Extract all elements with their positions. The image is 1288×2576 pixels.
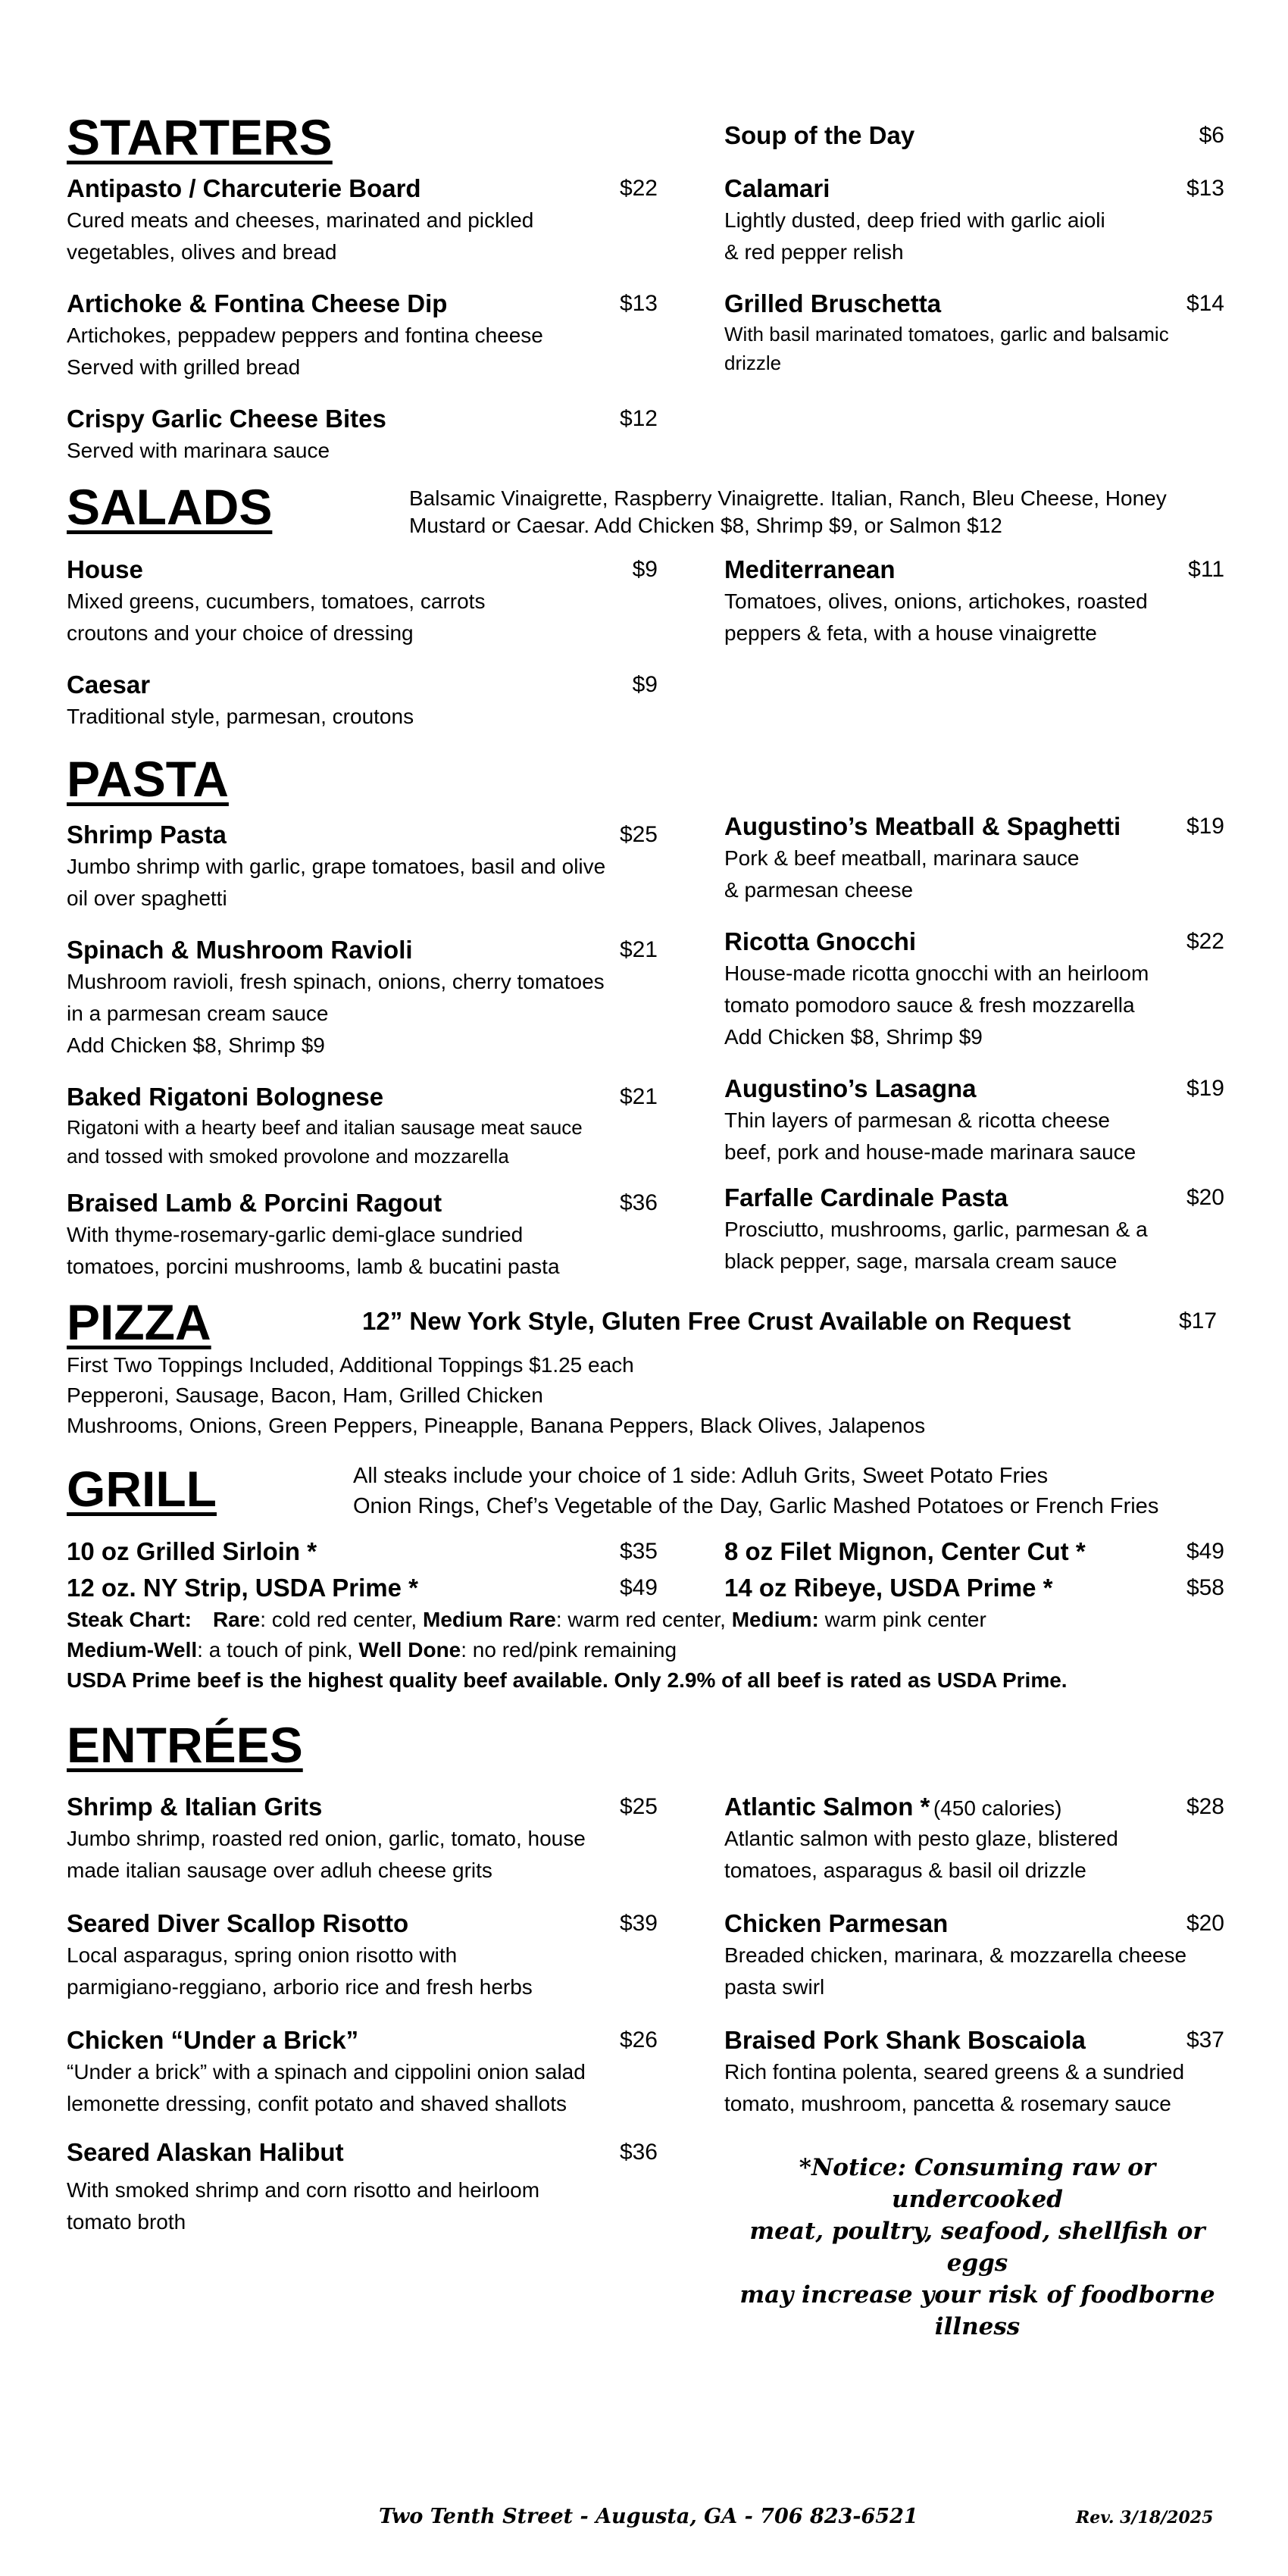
menu-item	[67, 2024, 670, 2120]
item-price: $39	[619, 1911, 658, 1936]
item-price: $36	[619, 2140, 658, 2165]
item-desc: Jumbo shrimp with garlic, grape tomatoes, basil and olive	[67, 855, 606, 878]
pasta-right-column	[724, 811, 1224, 1297]
item-desc: Rich fontina polenta, seared greens & a sundried	[724, 2060, 1185, 2084]
item-price: $13	[1186, 176, 1224, 201]
item-desc: tomatoes, porcini mushrooms, lamb & bucatini pasta	[67, 1255, 560, 1278]
item-desc: Atlantic salmon with pesto glaze, blistered	[724, 1827, 1118, 1850]
item-desc: vegetables, olives and bread	[67, 240, 337, 264]
note-line: Mustard or Caesar. Add Chicken $8, Shrimp $9, or Salmon $12	[409, 514, 1002, 537]
item-name: Ricotta Gnocchi	[724, 927, 917, 955]
item-name: Shrimp Pasta	[67, 821, 227, 849]
item-desc: parmigiano-reggiano, arborio rice and fresh herbs	[67, 1975, 533, 1999]
medium-rare-text: : warm red center,	[555, 1608, 726, 1631]
item-desc: Lightly dusted, deep fried with garlic aioli	[724, 208, 1105, 232]
menu-item	[724, 288, 1224, 377]
item-desc: Mixed greens, cucumbers, tomatoes, carrots	[67, 589, 486, 613]
menu-item	[724, 554, 1224, 649]
item-price: $19	[1186, 1076, 1224, 1101]
item-desc: With smoked shrimp and corn risotto and heirloom	[67, 2178, 540, 2202]
item-price: $22	[619, 176, 658, 201]
item-desc: drizzle	[724, 352, 782, 374]
salads-right-column	[724, 554, 1224, 669]
item-price: $21	[619, 937, 658, 962]
rare-label: Rare	[212, 1608, 261, 1631]
item-desc: peppers & feta, with a house vinaigrette	[724, 621, 1097, 645]
item-desc: Artichokes, peppadew peppers and fontina cheese	[67, 324, 543, 347]
item-price: $22	[1186, 929, 1224, 954]
item-price: $37	[1186, 2027, 1224, 2052]
entrees-right-column	[724, 1791, 1224, 2140]
item-name: Shrimp & Italian Grits	[67, 1793, 323, 1821]
menu-item	[67, 1081, 670, 1171]
item-price: $36	[619, 1190, 658, 1215]
menu-item	[724, 1908, 1224, 2003]
item-desc: tomato broth	[67, 2210, 186, 2234]
item-price: $26	[619, 2027, 658, 2052]
menu-item	[67, 2137, 670, 2238]
salads-dressing-note	[409, 485, 1167, 539]
item-desc: Mushroom ravioli, fresh spinach, onions, cherry tomatoes	[67, 970, 605, 993]
pizza-line: First Two Toppings Included, Additional Toppings $1.25 each	[67, 1353, 634, 1377]
menu-item	[67, 173, 670, 268]
item-name: Augustino’s Lasagna	[724, 1074, 977, 1102]
item-desc: and tossed with smoked provolone and mozzarella	[67, 1145, 509, 1168]
item-name: 14 oz Ribeye, USDA Prime *	[724, 1574, 1053, 1602]
item-desc: Served with grilled bread	[67, 355, 301, 379]
item-desc: Add Chicken $8, Shrimp $9	[67, 1033, 325, 1057]
item-desc: tomato pomodoro sauce & fresh mozzarella	[724, 993, 1135, 1017]
item-price: $20	[1186, 1911, 1224, 1936]
grill-sides-note	[353, 1461, 1158, 1521]
item-desc: tomato, mushroom, pancetta & rosemary sauce	[724, 2092, 1171, 2115]
usda-note: USDA Prime beef is the highest quality beef available. Only 2.9% of all beef is rated as USDA Prime.	[67, 1668, 1068, 1692]
pizza-details	[67, 1350, 925, 1441]
item-price: $12	[619, 406, 658, 431]
item-name: 10 oz Grilled Sirloin *	[67, 1537, 317, 1565]
item-name: Farfalle Cardinale Pasta	[724, 1183, 1008, 1211]
note-line: All steaks include your choice of 1 side: Adluh Grits, Sweet Potato Fries	[353, 1464, 1049, 1488]
item-price: $14	[1186, 291, 1224, 316]
item-price: $21	[619, 1084, 658, 1109]
menu-item	[67, 403, 670, 467]
item-desc: Cured meats and cheeses, marinated and pickled	[67, 208, 534, 232]
grill-left-column	[67, 1533, 670, 1606]
medium-text: warm pink center	[818, 1608, 986, 1631]
item-desc: Served with marinara sauce	[67, 439, 330, 462]
item-price: $6	[1199, 123, 1224, 148]
medium-label: Medium:	[731, 1608, 819, 1631]
item-calories: (450 calories)	[933, 1796, 1062, 1820]
pizza-heading: 12” New York Style, Gluten Free Crust Available on Request	[362, 1307, 1071, 1335]
item-name: Chicken “Under a Brick”	[67, 2026, 359, 2054]
item-desc: Traditional style, parmesan, croutons	[67, 705, 414, 728]
menu-item	[67, 934, 670, 1061]
entrees-left-column	[67, 1791, 670, 2258]
menu-item	[724, 1791, 1224, 1887]
item-desc: black pepper, sage, marsala cream sauce	[724, 1249, 1118, 1273]
item-price: $49	[619, 1575, 658, 1600]
footer-address: Two Tenth Street - Augusta, GA - 706 823-6521	[379, 2505, 918, 2528]
notice-line: may increase your risk of foodborne illness	[739, 2281, 1215, 2340]
item-name: Antipasto / Charcuterie Board	[67, 174, 421, 202]
item-name: Seared Alaskan Halibut	[67, 2138, 344, 2166]
item-desc: Rigatoni with a hearty beef and italian sausage meat sauce	[67, 1116, 583, 1139]
note-line: Onion Rings, Chef’s Vegetable of the Day, Garlic Mashed Potatoes or French Fries	[353, 1494, 1159, 1518]
steak-chart-line-2	[67, 1635, 1068, 1665]
item-desc: made italian sausage over adluh cheese grits	[67, 1859, 492, 1882]
salads-title: SALADS	[67, 479, 273, 535]
item-price: $19	[1186, 814, 1224, 839]
item-desc: tomatoes, asparagus & basil oil drizzle	[724, 1859, 1086, 1882]
menu-item	[724, 1533, 1224, 1570]
menu-item	[67, 1908, 670, 2003]
menu-item	[724, 120, 1224, 152]
item-desc: lemonette dressing, confit potato and shaved shallots	[67, 2092, 567, 2115]
menu-item	[67, 1187, 670, 1283]
item-desc: Thin layers of parmesan & ricotta cheese	[724, 1108, 1110, 1132]
item-desc: beef, pork and house-made marinara sauce	[724, 1140, 1136, 1164]
menu-item	[67, 1791, 670, 1887]
item-name: Baked Rigatoni Bolognese	[67, 1083, 384, 1111]
entrees-title: ENTRÉES	[67, 1717, 303, 1773]
item-desc: Tomatoes, olives, onions, artichokes, roasted	[724, 589, 1148, 613]
item-price: $58	[1186, 1575, 1224, 1600]
item-name: Atlantic Salmon *	[724, 1793, 930, 1821]
item-desc: Prosciutto, mushrooms, garlic, parmesan & a	[724, 1218, 1148, 1241]
item-desc: & parmesan cheese	[724, 878, 914, 902]
menu-item	[724, 811, 1224, 906]
well-done-text: : no red/pink remaining	[461, 1638, 677, 1662]
item-price: $13	[619, 291, 658, 316]
item-desc: Add Chicken $8, Shrimp $9	[724, 1025, 983, 1049]
steak-chart	[67, 1605, 1068, 1696]
menu-item	[724, 1073, 1224, 1168]
item-name: Caesar	[67, 671, 151, 699]
menu-item	[724, 2024, 1224, 2120]
notice-line: meat, poultry, seafood, shellfish or eggs	[749, 2218, 1205, 2277]
menu-item	[724, 926, 1224, 1053]
menu-item	[724, 1182, 1224, 1277]
salads-left-column	[67, 554, 670, 752]
item-price: $25	[619, 1794, 658, 1819]
item-price: $9	[632, 672, 658, 697]
item-name: 8 oz Filet Mignon, Center Cut *	[724, 1537, 1086, 1565]
item-name: Spinach & Mushroom Ravioli	[67, 936, 413, 964]
item-price: $11	[1188, 557, 1224, 582]
pasta-title: PASTA	[67, 751, 229, 807]
item-name: Augustino’s Meatball & Spaghetti	[724, 812, 1121, 840]
pizza-line: Mushrooms, Onions, Green Peppers, Pineapple, Banana Peppers, Black Olives, Jalapenos	[67, 1414, 926, 1437]
rare-text: : cold red center,	[260, 1608, 417, 1631]
well-done-label: Well Done	[358, 1638, 461, 1662]
item-price: $49	[1186, 1539, 1224, 1564]
item-desc: pasta swirl	[724, 1975, 825, 1999]
item-name: Soup of the Day	[724, 121, 915, 149]
medium-well-text: : a touch of pink,	[197, 1638, 353, 1662]
pizza-price: $17	[1179, 1308, 1218, 1333]
menu-item	[67, 669, 670, 733]
pasta-left-column	[67, 819, 670, 1302]
grill-right-column	[724, 1533, 1224, 1606]
item-desc: “Under a brick” with a spinach and cippolini onion salad	[67, 2060, 586, 2084]
menu-item	[724, 173, 1224, 268]
item-price: $20	[1186, 1185, 1224, 1210]
menu-item	[67, 1533, 670, 1570]
notice-line: *Notice: Consuming raw or undercooked	[799, 2154, 1156, 2213]
item-name: Mediterranean	[724, 555, 896, 583]
item-desc: With basil marinated tomatoes, garlic and balsamic	[724, 323, 1169, 345]
steak-chart-line-1	[67, 1605, 1068, 1635]
starters-title: STARTERS	[67, 109, 333, 165]
item-name: House	[67, 555, 143, 583]
item-price: $9	[632, 557, 658, 582]
note-line: Balsamic Vinaigrette, Raspberry Vinaigrette. Italian, Ranch, Bleu Cheese, Honey	[409, 486, 1167, 510]
starters-right-column	[724, 120, 1224, 397]
item-desc: Jumbo shrimp, roasted red onion, garlic, tomato, house	[67, 1827, 586, 1850]
menu-item	[67, 1570, 670, 1606]
starters-left-column	[67, 173, 670, 486]
menu-item	[67, 819, 670, 914]
item-desc: oil over spaghetti	[67, 886, 227, 910]
item-desc: & red pepper relish	[724, 240, 904, 264]
medium-rare-label: Medium Rare	[423, 1608, 556, 1631]
item-desc: croutons and your choice of dressing	[67, 621, 414, 645]
menu-item	[67, 288, 670, 383]
footer-revision: Rev. 3/18/2025	[1076, 2508, 1214, 2528]
item-name: Chicken Parmesan	[724, 1909, 949, 1937]
item-price: $28	[1186, 1794, 1224, 1819]
item-name: Crispy Garlic Cheese Bites	[67, 405, 386, 433]
item-desc: With thyme-rosemary-garlic demi-glace sundried	[67, 1223, 524, 1246]
item-name: 12 oz. NY Strip, USDA Prime *	[67, 1574, 418, 1602]
steak-chart-label: Steak Chart:	[67, 1608, 192, 1631]
item-name: Artichoke & Fontina Cheese Dip	[67, 289, 448, 317]
item-desc: Breaded chicken, marinara, & mozzarella cheese	[724, 1943, 1187, 1967]
item-name: Calamari	[724, 174, 830, 202]
item-desc: in a parmesan cream sauce	[67, 1002, 329, 1025]
medium-well-label: Medium-Well	[67, 1638, 198, 1662]
item-name: Braised Pork Shank Boscaiola	[724, 2026, 1086, 2054]
item-price: $25	[619, 822, 658, 847]
item-name: Grilled Bruschetta	[724, 289, 942, 317]
item-desc: Local asparagus, spring onion risotto with	[67, 1943, 458, 1967]
item-desc: House-made ricotta gnocchi with an heirloom	[724, 961, 1149, 985]
pizza-title: PIZZA	[67, 1294, 211, 1350]
item-name: Braised Lamb & Porcini Ragout	[67, 1189, 442, 1217]
food-safety-notice	[720, 2152, 1235, 2343]
item-price: $35	[619, 1539, 658, 1564]
pizza-line: Pepperoni, Sausage, Bacon, Ham, Grilled Chicken	[67, 1383, 543, 1407]
grill-title: GRILL	[67, 1461, 217, 1517]
item-desc: Pork & beef meatball, marinara sauce	[724, 846, 1080, 870]
menu-item	[724, 1570, 1224, 1606]
menu-item	[67, 554, 670, 649]
item-name: Seared Diver Scallop Risotto	[67, 1909, 409, 1937]
